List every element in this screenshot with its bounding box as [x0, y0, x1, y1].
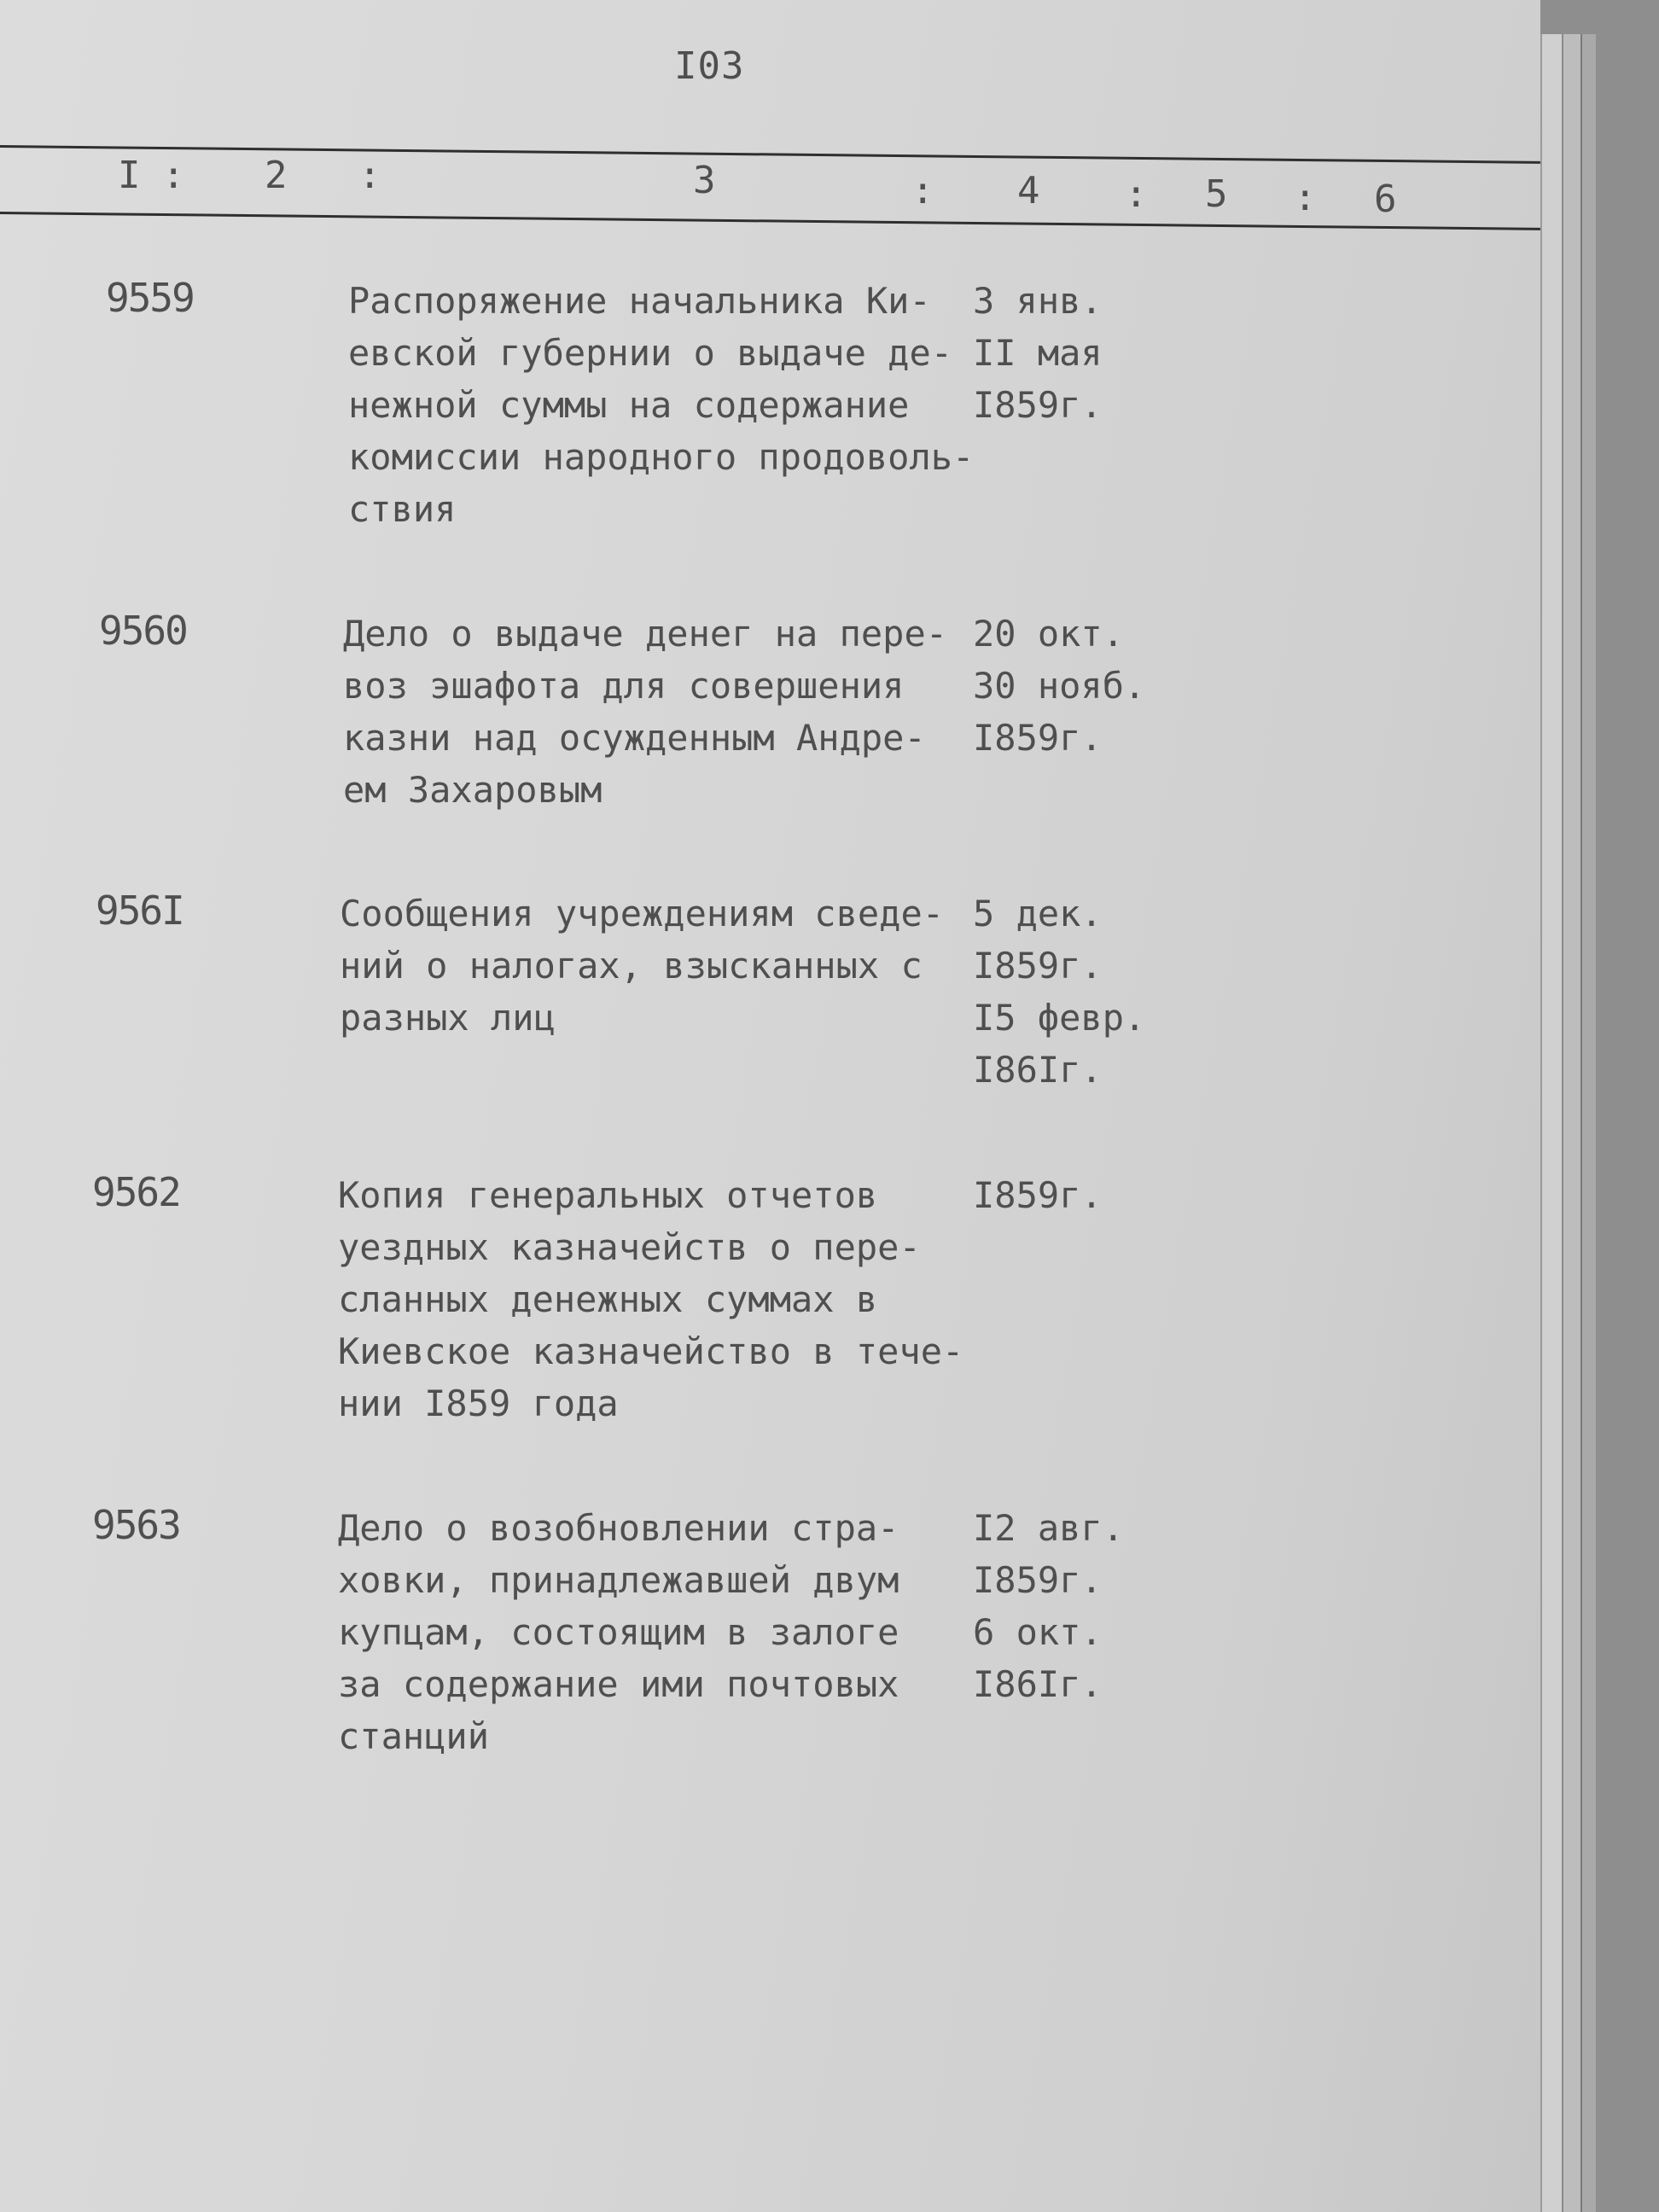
- header-separator: :: [162, 154, 185, 197]
- date-line: 20 окт.: [973, 613, 1125, 655]
- description-line: нии I859 года: [338, 1382, 619, 1424]
- header-separator: :: [1294, 176, 1317, 219]
- date-line: I859г.: [973, 1174, 1103, 1216]
- description-line: нежной суммы на содержание: [348, 384, 910, 426]
- date-line: 3 янв.: [973, 280, 1103, 322]
- description-line: уездных казначейств о пере-: [338, 1226, 921, 1268]
- record-dates: [973, 608, 1169, 764]
- page-stack-edge: [1580, 34, 1596, 2212]
- record-number: 9563: [92, 1502, 180, 1548]
- record-dates: [973, 1502, 1169, 1710]
- record-dates: [973, 1169, 1169, 1221]
- record-description: [338, 1502, 969, 1762]
- header-separator: :: [1125, 172, 1148, 216]
- header-col-4: 4: [1017, 169, 1040, 212]
- record-description: [340, 888, 971, 1044]
- description-line: ствия: [348, 488, 457, 530]
- date-line: 6 окт.: [973, 1611, 1103, 1653]
- record-description: [338, 1169, 969, 1429]
- date-line: 30 нояб.: [973, 665, 1146, 707]
- date-line: I5 февр.: [973, 997, 1146, 1039]
- description-line: разных лиц: [340, 997, 556, 1039]
- header-separator: :: [358, 154, 381, 197]
- description-line: Киевское казначейство в тече-: [338, 1330, 964, 1372]
- description-line: комиссии народного продоволь-: [348, 436, 975, 478]
- description-line: за содержание ими почтовых: [338, 1663, 899, 1705]
- record-number: 9560: [99, 608, 187, 654]
- record-description: [343, 608, 975, 816]
- record-number: 9562: [92, 1169, 180, 1215]
- description-line: Дело о возобновлении стра-: [338, 1507, 899, 1549]
- description-line: Распоряжение начальника Ки-: [348, 280, 931, 322]
- header-col-3: 3: [693, 159, 716, 202]
- date-line: I859г.: [973, 1559, 1103, 1601]
- header-col-1: I: [118, 154, 141, 197]
- header-col-5: 5: [1205, 172, 1228, 216]
- description-line: ний о налогах, взысканных с: [340, 945, 923, 987]
- record-description: [348, 275, 980, 535]
- record-dates: [973, 888, 1169, 1096]
- description-line: казни над осужденным Андре-: [343, 717, 926, 759]
- record-dates: [973, 275, 1169, 431]
- date-line: I859г.: [973, 384, 1103, 426]
- record-number: 9559: [106, 275, 194, 321]
- description-line: станций: [338, 1715, 490, 1757]
- header-col-6: 6: [1374, 178, 1397, 221]
- date-line: 5 дек.: [973, 893, 1103, 934]
- date-line: II мая: [973, 332, 1103, 374]
- header-top-rule: [0, 145, 1540, 164]
- date-line: I86Iг.: [973, 1049, 1103, 1091]
- description-line: евской губернии о выдаче де-: [348, 332, 953, 374]
- date-line: I859г.: [973, 945, 1103, 987]
- record-number: 956I: [96, 888, 183, 934]
- date-line: I859г.: [973, 717, 1103, 759]
- description-line: сланных денежных суммах в: [338, 1278, 878, 1320]
- date-line: I2 авг.: [973, 1507, 1125, 1549]
- page-number: I03: [674, 44, 745, 88]
- description-line: Дело о выдаче денег на пере-: [343, 613, 948, 655]
- header-col-2: 2: [265, 154, 288, 197]
- description-line: ховки, принадлежавшей двум: [338, 1559, 899, 1601]
- date-line: I86Iг.: [973, 1663, 1103, 1705]
- description-line: купцам, состоящим в залоге: [338, 1611, 899, 1653]
- description-line: Копия генеральных отчетов: [338, 1174, 878, 1216]
- description-line: ем Захаровым: [343, 769, 602, 811]
- header-separator: :: [911, 169, 934, 212]
- description-line: воз эшафота для совершения: [343, 665, 905, 707]
- page-stack-edge: [1562, 34, 1582, 2212]
- description-line: Сообщения учреждениям сведе-: [340, 893, 945, 934]
- page-stack-edge: [1540, 34, 1563, 2212]
